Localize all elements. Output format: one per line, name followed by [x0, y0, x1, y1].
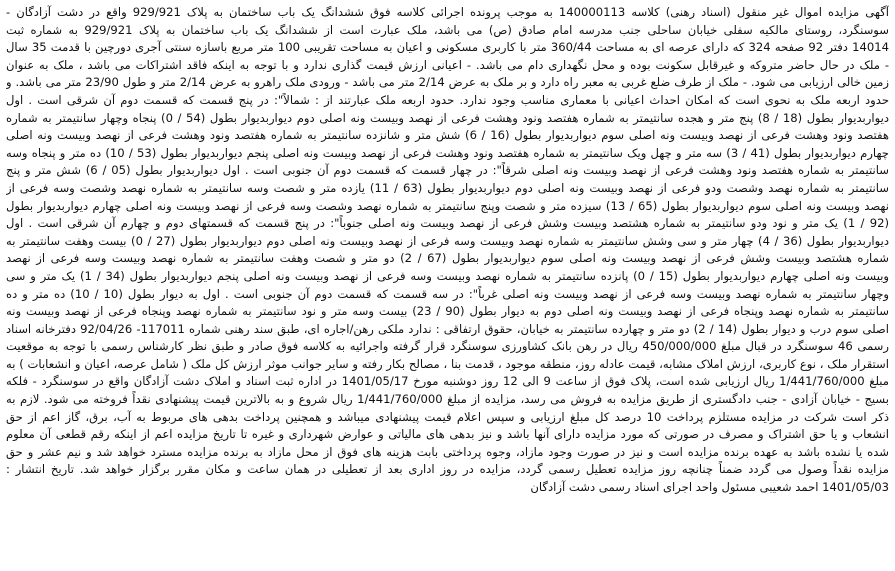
notice-line: زمین خالی ارزیابی می شود. - ملک از طرف ضلع غربی به معبر راه دارد و بر ملک به عرض 2/14 متر می باشد - ورودی ملک راهرو به عرض 2/14 متر و طول 23/90 متر می باشد. و: [6, 75, 889, 90]
notice-line: دیواربدیوار بطول (18 / 8) پنج متر و هجده سانتیمتر به شماره هفتصد ونود وهشت فرعی از نهصد وبیست ونه اصلی دوم دیواربدیوار بطول (54 / 0) پنجاه وچهار سانتیمتر به شماره: [6, 110, 889, 125]
notice-line: آگهی مزایده اموال غیر منقول (اسناد رهنی) کلاسه 140000113 به موجب پرونده اجرائی کلاسه فوق ششدانگ یک باب ساختمان به پلاک 929/921 واقع در دشت آزادگان -: [6, 5, 889, 19]
notice-line: ذکر است شرکت در مزایده مستلزم پرداخت 10 درصد کل مبلغ ارزیابی و سپس اعلام قیمت پیشنهادی میباشد و همچنین پرداخت بدهی های مربوط به آب، برق، گاز اعم از حق: [6, 409, 889, 424]
notice-line: هفتصد ونود وهشت فرعی از نهصد وبیست ونه اصلی سوم دیواربدیوار بطول (16 / 6) شش متر و شانزده سانتیمتر به شماره هفتصد ونود وهشت فرعی از نهصد وبیست ونه اصلی: [6, 128, 889, 143]
notice-line: بسیج - خیابان آزادی - جنب دادگستری از طریق مزایده به فروش می رسد، مزایده از مبلغ 1/441/760/000 ریال شروع و به بالاترین قیمت پیشنهادی نقداً فروخته می شود. لازم به: [6, 392, 889, 407]
notice-line: اصلی سوم درب و دیوار بطول (14 / 2) دو متر و چهارده سانتیمتر به خیابان، حقوق ارتفاقی : ندارد ملکی رهن/اجاره ای، طبق سند رهنی شماره 117011- 92/04/26 دفترخانه اسناد: [6, 321, 889, 336]
notice-line: سانتیمتر به شماره هفتصد ونود وهشت فرعی از نهصد وبیست ونه اصلی شرقاً": در چهار قسمت که قسمت دوم آن جنوبی است . اول دیواربدیوار بطول (05 / 6) شش متر و پنج: [6, 163, 889, 178]
notice-line: دیواربدیوار بطول (36 / 4) چهار متر و سی وشش سانتیمتر به شماره نهصد وبیست وسه فرعی از نهصد وبیست ونه اصلی دوم دیواربدیوار بطول (27 / 0) بیست وهفت سانتیمتر به: [6, 233, 889, 248]
notice-signature-line: 1401/05/03 احمد شعیبی مسئول واحد اجرای اسناد رسمی دشت آزادگان: [530, 480, 889, 495]
notice-line: 14014 دفتر 92 صفحه 324 که دارای عرصه ای به مساحت 360/44 متر با کاربری مسکونی و اعیان به مساحت تقریبی 100 متر مربع باسازه سنتی آجری دورچین با قدمت 35 سال: [6, 40, 889, 55]
notice-line: انشعاب و یا حق اشتراک و مصرف در صورتی که مورد مزایده دارای آنها باشد و نیز بدهی های مالیاتی و عوارض شهرداری و غیره تا تاریخ مزایده اعم از اینکه رقم قطعی آن معلوم: [6, 427, 889, 442]
notice-line: سانتیمتر به شماره نهصد وشصت ودو فرعی از نهصد وبیست ونه اصلی دوم دیواربدیوار بطول (63 / 11) یازده متر و شصت وسه سانتیمتر به شماره نهصد وشصت وسه فرعی از: [6, 180, 889, 195]
notice-line: رسمی 46 سوسنگرد در قبال مبلغ 450/000/000 ریال در رهن بانک کشاورزی سوسنگرد قرار گرفته واجرائیه به کلاسه فوق صادر و طبق نظر کارشناس رسمی با توجه به موقعیت: [6, 339, 889, 354]
notice-line: استقرار ملک ، نوع کاربری، ارزش املاک مشابه، قیمت عادله روز، منطقه موجود ، قدمت بنا ، مصالح بکار رفته و سایر جوانب موثر ارزش کل ملک ( شامل عرصه، اعیان و انشعابات ) به: [6, 356, 889, 371]
notice-line: مزایده نقداً وصول می گردد ضمناً چنانچه روز مزایده تعطیل رسمی گردد، مزایده در روز اداری بعد از تعطیلی در همان ساعت و مکان مقرر برگزار خواهد شد. تاریخ انتشار :: [6, 462, 889, 477]
notice-line: شماره هشتصد وبیست وشش فرعی از نهصد وبیست ونه اصلی سوم دیواربدیوار بطول (67 / 2) دو متر و شصت وهفت سانتیمتر به شماره نهصد وبیست وسه فرعی از نهصد: [6, 251, 889, 266]
notice-line: چهارم دیواربدیوار بطول (41 / 3) سه متر و چهل ویک سانتیمتر به شماره هفتصد ونود وهشت فرعی از نهصد وبیست ونه اصلی پنجم دیواربدیوار بطول (53 / 10) ده متر و پنجاه وسه: [6, 145, 889, 160]
notice-line: (92 / 1) یک متر و نود ودو سانتیمتر به شماره هشتصد وبیست وشش فرعی از نهصد وبیست ونه اصلی جنوباً": در پنج قسمت که قسمتهای دوم و چهارم آن شرقی است . اول: [6, 216, 889, 231]
notice-line: نهصد وبیست ونه اصلی سوم دیواربدیوار بطول (65 / 13) سیزده متر و شصت وپنج سانتیمتر به شماره نهصد وشصت وسه فرعی از نهصد وبیست ونه اصلی چهارم دیواربدیوار بطول: [6, 198, 889, 213]
notice-line: - ملک در حال حاضر متروکه و غیرقابل سکونت بوده و محل نگهداری دام می باشد. - اعیانی ارزش قیمت گذاری ندارد و با توجه به اینکه فاقد اشتراکات می باشد ، ملک به عنوان: [6, 57, 889, 72]
notice-line: مبلغ 1/441/760/000 ریال ارزیابی شده است، پلاک فوق از ساعت 9 الی 12 روز دوشنبه مورخ 1401/05/17 در اداره ثبت اسناد و املاک دشت آزادگان واقع در سوسنگرد - فلکه: [6, 374, 889, 389]
notice-line: شده یا نشده باشد به عهده برنده مزایده است و نیز در صورت وجود مازاد، وجوه پرداختی بابت هزینه های فوق از محل مازاد به برنده مزایده مسترد خواهد شد و نیم عشر و حق: [6, 444, 889, 459]
notice-line: حدود اربعه ملک به نحوی است که امکان احداث اعیانی با معماری مناسب وجود ندارد. حدود اربعه ملک عبارتند از : شمالاً": در پنج قسمت که قسمت دوم آن شرقی است . اول: [6, 92, 889, 107]
notice-line: سوسنگرد، روستای مالکیه سفلی خیابان ساحلی جنب مدرسه امام صادق (ص) می باشد، ملک عبارت است از ششدانگ یک باب ساختمان به پلاک 929/921 به شماره ثبت: [6, 22, 889, 37]
notice-line: سانتیمتر به شماره نهصد وپنجاه فرعی از نهصد وبیست ونه اصلی دوم به دیوار بطول (90 / 23) بیست وسه متر و نود سانتیمتر به شماره نهصد وپنجاه فرعی از نهصد وبیست ونه: [6, 304, 889, 319]
notice-line: وبیست ونه اصلی چهارم دیواربدیوار بطول (15 / 0) پانزده سانتیمتر به شماره نهصد وبیست وسه فرعی از نهصد وبیست ونه اصلی پنجم دیواربدیوار بطول (34 / 1) یک متر و سی: [6, 268, 889, 283]
notice-line: وچهار سانتیمتر به شماره نهصد وبیست وسه فرعی از نهصد وبیست ونه اصلی غرباً": در سه قسمت که قسمت دوم آن جنوبی است . اول به دیوار بطول (10 / 10) ده متر و ده: [6, 286, 889, 301]
